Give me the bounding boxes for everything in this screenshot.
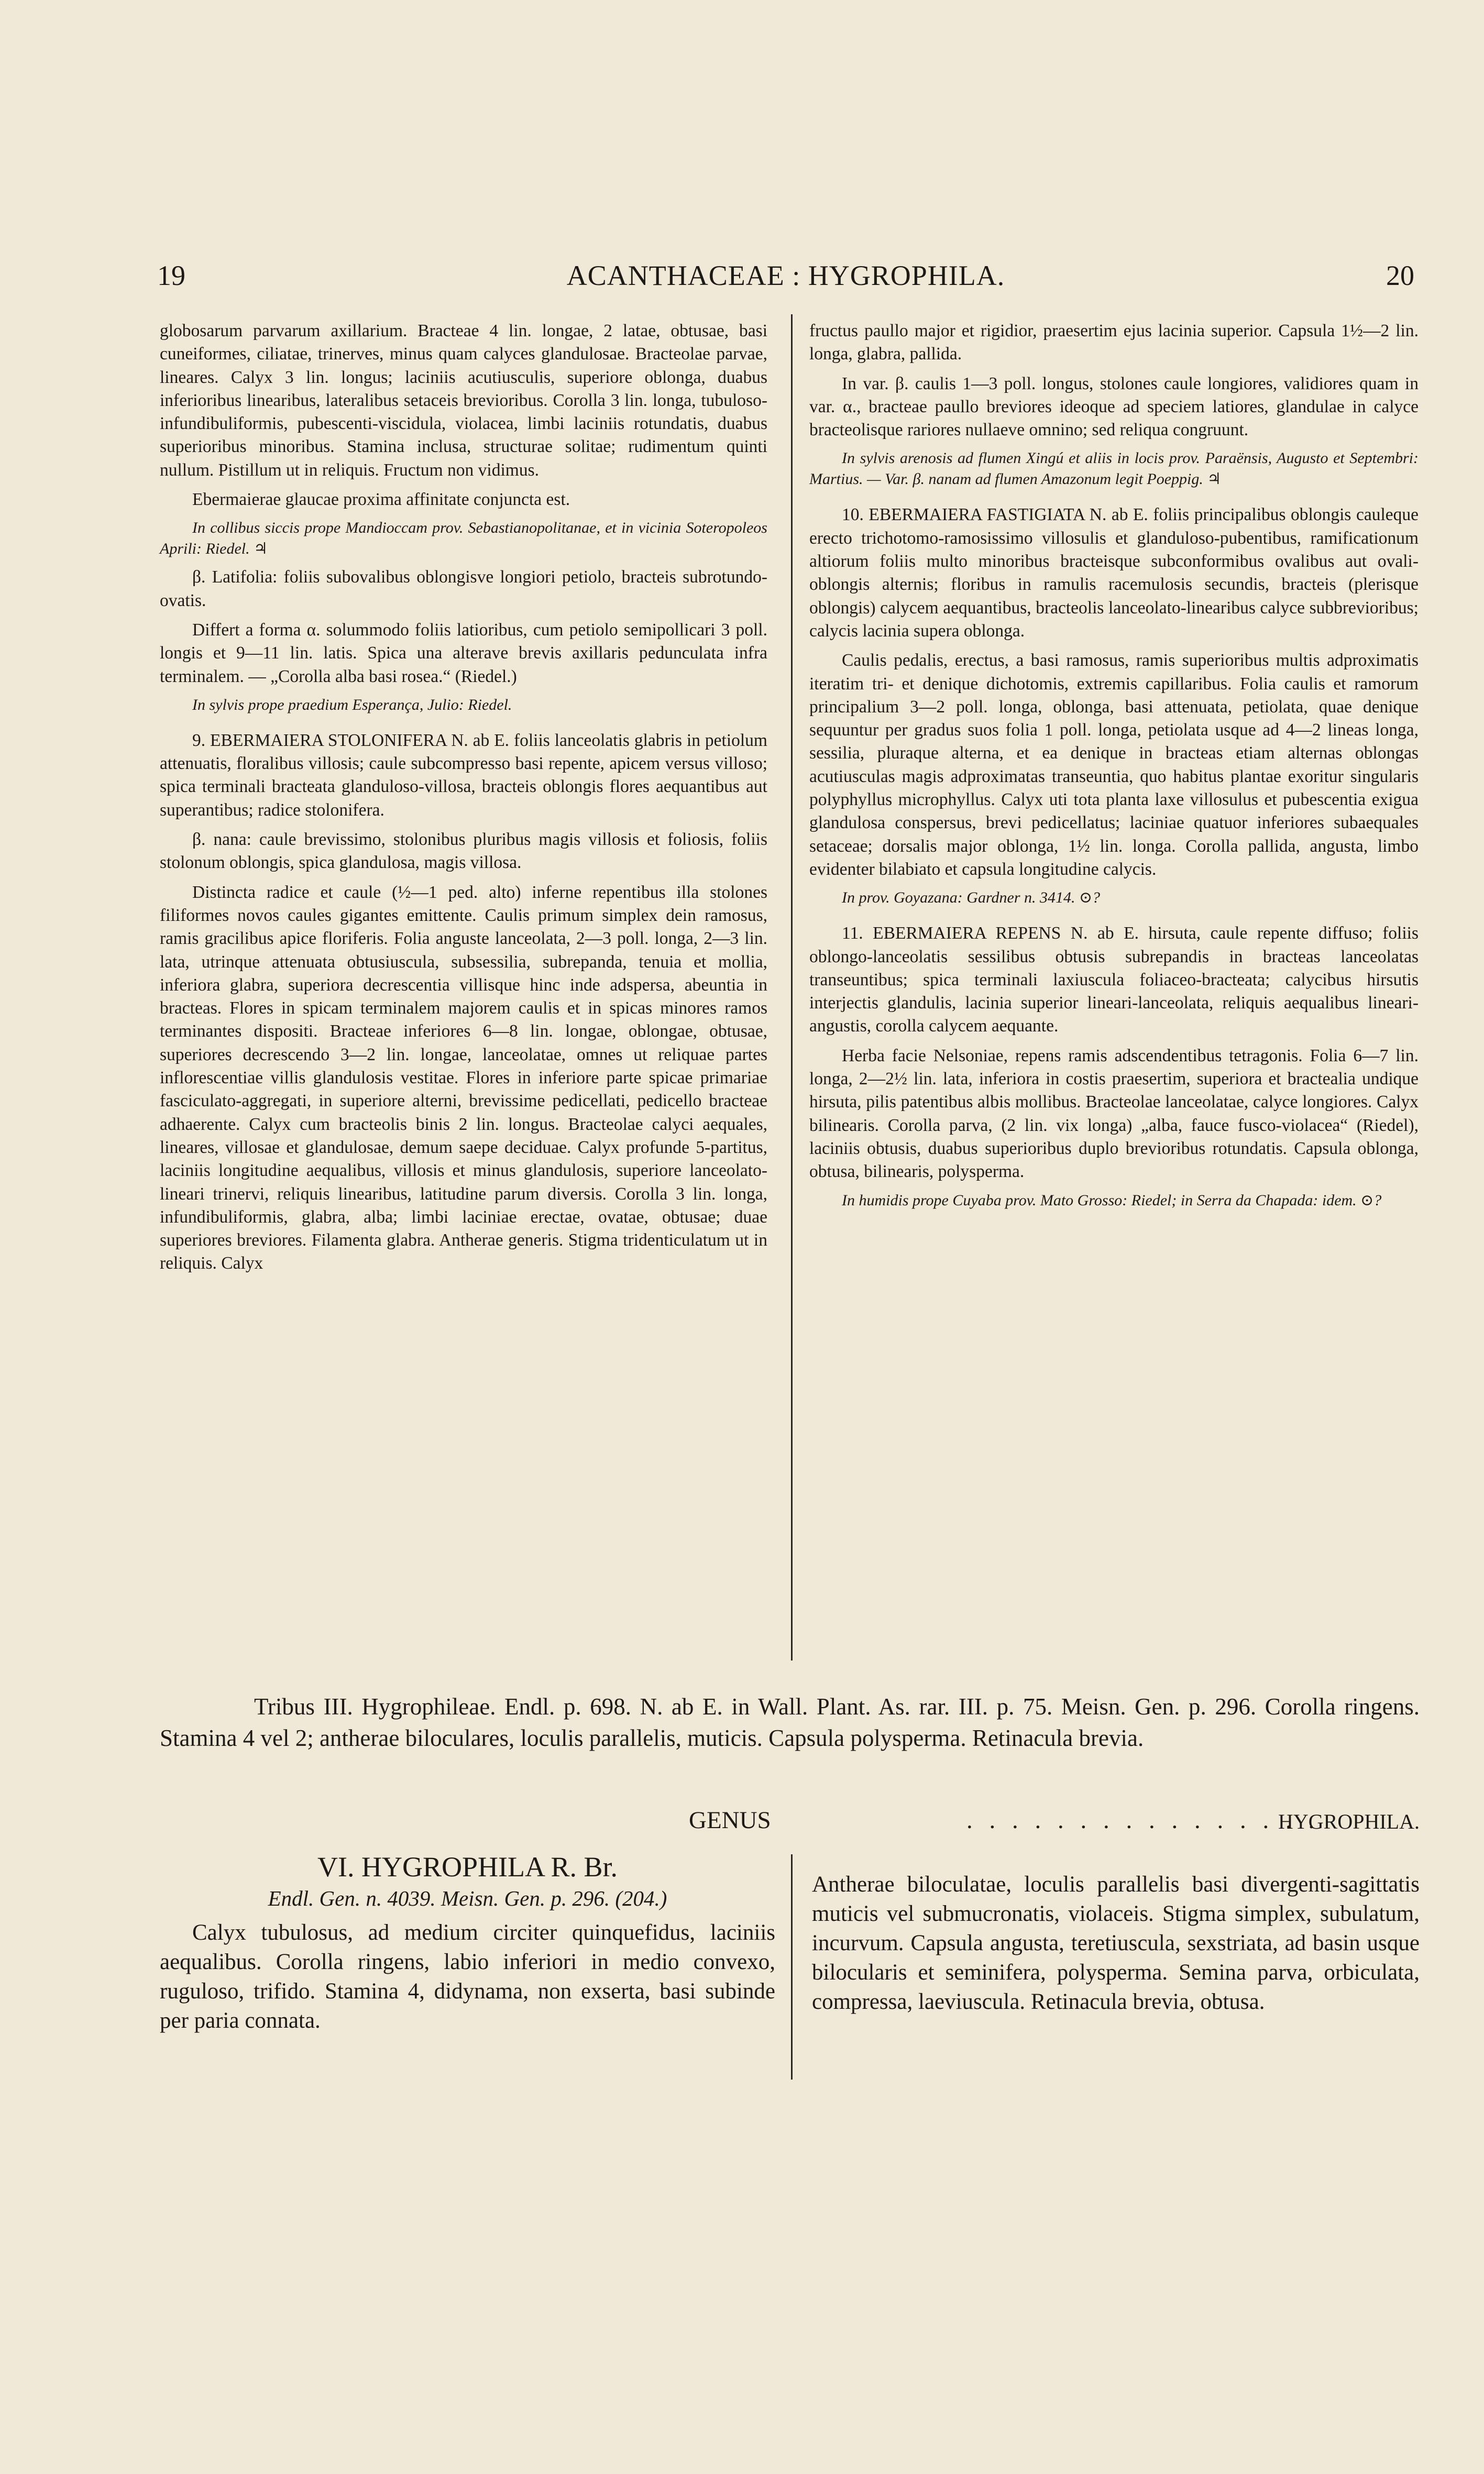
genus-description-right: Antherae biloculatae, loculis parallelis basi divergenti-sagittatis muticis vel submucronatis, violaceis. Stigma simplex, subulatum, incurvum. Capsula angusta, teretiuscula, sexstriata, ad basin usque bilocularis et seminifera, polysperma. Semina parva, orbiculata, compressa, laeviuscula. Retinacula brevia, obtusa. <box>812 1872 1420 2014</box>
species-diagnosis: 9. EBERMAIERA STOLONIFERA N. ab E. foliis lanceolatis glabris in petiolum attenuatis, floralibus villosis; caule subcompresso basi repente, apicem versus villoso; spica terminali bracteata glanduloso-villosa, bracteis oblongis flores aequantibus aut superantibus; radice stolonifera. <box>160 730 767 820</box>
tribus-heading: Tribus III. Hygrophileae. Endl. p. 698. N. ab E. in Wall. Plant. As. rar. III. p. 75. Meisn. Gen. p. 296. Corolla ringens. Stamina 4 vel 2; antherae biloculares, loculis parallelis, muticis. Capsula polysperma. Retinacula brevia. <box>160 1694 1420 1751</box>
running-header <box>157 259 1414 301</box>
locality-note: In humidis prope Cuyaba prov. Mato Grosso: Riedel; in Serra da Chapada: idem. ⊙? <box>842 1191 1382 1209</box>
page-number-left: 19 <box>157 260 185 291</box>
paragraph: Differt a forma α. solummodo foliis latioribus, cum petiolo semipollicari 3 poll. longis et 9—11 lin. latis. Spica una alterave brevis axillaris pedunculata infra terminalem. — „Corolla alba basi rosea.“ (Riedel.) <box>160 620 767 686</box>
genus-description-left: Calyx tubulosus, ad medium circiter quinquefidus, laciniis aequalibus. Corolla ringens, labio inferiori in medio convexo, ruguloso, trifido. Stamina 4, didynama, non exserta, basi subinde per paria connata. <box>160 1920 775 2033</box>
locality-note: In collibus siccis prope Mandioccam prov. Sebastianopolitanae, et in vicinia Soteropoleos Aprili: Riedel. ♃ <box>160 519 767 558</box>
paragraph: fructus paullo major et rigidior, praesertim ejus lacinia superior. Capsula 1½—2 lin. longa, glabra, pallida. <box>809 321 1419 364</box>
species-diagnosis: 10. EBERMAIERA FASTIGIATA N. ab E. foliis principalibus oblongis cauleque erecto trichotomo-ramosissimo villosulis et glanduloso-pubentibus, ramificationum altiorum foliis multo minoribus bracteisque subconformibus ovalibus aut ovali-oblongis alternis; floribus in ramulis racemulosis secundis, bracteis (plerisque oblongis) calycem aequantibus, bracteolis lanceolato-linearibus calyce subbrevioribus; calycis lacinia supera oblonga. <box>809 505 1419 641</box>
page-number-right: 20 <box>1386 260 1414 291</box>
column-divider-lower <box>791 1854 793 2080</box>
genus-title: VI. HYGROPHILA R. Br. <box>317 1851 618 1883</box>
paragraph: Ebermaierae glaucae proxima affinitate conjuncta est. <box>192 490 570 510</box>
species-description: Distincta radice et caule (½—1 ped. alto) inferne repentibus illa stolones filiformes novos caules gigantes emittente. Caulis primum simplex dein ramosus, ramis gracilibus apice floriferis. Folia anguste lanceolata, 2—3 poll. longa, 2—3 lin. lata, utrinque attenuata obtusiuscula, subsessilia, subrepanda, tenuia et mollia, inferiora glabra, superiora decrescentia villisque hinc inde adspersa, abeuntia in bracteas. Flores in spicam terminalem majorem caulis et in spicas minores ramos terminantes dispositi. Bracteae inferiores 6—8 lin. longae, oblongae, obtusae, superiores decrescendo 3—2 lin. longae, lanceolatae, omnes ut reliquae partes inflorescentiae villis glandulosis vestitae. Flores in inferiore parte spicae primariae fasciculato-aggregati, in superiore alterni, brevissime pedicellati, pedicello bracteae adhaerente. Calyx cum bracteolis binis 2 lin. longus. Bracteolae calyci aequales, lineares, villosae et glandulosae, demum saepe deciduae. Calyx profunde 5-partitus, laciniis longitudine aequalibus, villosis et minus glandulosis, superiore lanceolato-lineari trinervi, reliquis linearibus, latitudine parum diversis. Corolla 3 lin. longa, infundibuliformis, glabra, alba; limbi laciniae erectae, ovatae, obtusae; duae superiores breviores. Filamenta glabra. Antherae generis. Stigma tridenticulatum ut in reliquis. Calyx <box>160 882 767 1273</box>
locality-note: In sylvis prope praedium Esperança, Julio: Riedel. <box>192 696 512 713</box>
variety-diagnosis: β. nana: caule brevissimo, stolonibus pluribus magis villosis et foliosis, foliis stolonum oblongis, spica glandulosa, magis villosa. <box>160 830 767 873</box>
variety-diagnosis: β. Latifolia: foliis subovalibus oblongisve longiori petiolo, bracteis subrotundo-ovatis. <box>160 567 767 610</box>
species-description: Caulis pedalis, erectus, a basi ramosus, ramis superioribus multis adproximatis iteratim tri- et denique dichotomis, extremis capillaribus. Folia caulis et ramorum principalium 3—2 poll. longa, oblonga, basi attenuata, petiolata, quae denique sequuntur per gradus suos folia 1 poll. longa, petiolata usque ad 4—2 lineas longa, sessilia, pluraque alterna, et ea denique in bracteas etiam alternas oblongas acutiusculas magis adproximatas transeuntia, quo habitus plantae exoritur singularis polyphyllus microphyllus. Calyx uti tota planta laxe villosulus et pubescentia exigua glandulosa conspersus, brevi pedicellatus; laciniae quatuor inferiores subaequales setaceae; dorsalis major oblonga, 1½ lin. longa. Corolla pallida, angusta, limbo evidenter bilabiato et capsula longitudine calycis. <box>809 651 1419 879</box>
genus-line <box>160 1806 1420 1838</box>
right-column <box>809 320 1419 1217</box>
running-title: ACANTHACEAE : HYGROPHILA. <box>566 260 1005 291</box>
paragraph: globosarum parvarum axillarium. Bracteae 4 lin. longae, 2 latae, obtusae, basi cuneiformes, ciliatae, trinerves, minus quam calyces glandulosae. Bracteolae parvae, lineares. Calyx 3 lin. longus; laciniis acutiusculis, superiore oblonga, duabus inferioribus linearibus, lateralibus setaceis brevioribus. Corolla 3 lin. longa, tubuloso-infundibuliformis, pubescenti-viscidula, violacea, limbi laciniis rotundatis, duabus superioribus minoribus. Stamina inclusa, structurae solitae; rudimentum quinti nullum. Pistillum ut in reliquis. Fructum non vidimus. <box>160 321 767 480</box>
genus-citation: Endl. Gen. n. 4039. Meisn. Gen. p. 296. (204.) <box>268 1886 667 1910</box>
genus-block-left <box>160 1849 775 2036</box>
species-diagnosis: 11. EBERMAIERA REPENS N. ab E. hirsuta, caule repente diffuso; foliis oblongo-lanceolatis sessilibus obtusis subrepandis in bracteas lanceolatas transeuntibus; spica terminali laxiuscula foliaceo-bracteata; calycibus hirsutis interjectis glandulis, lacinia superior lineari-lanceolata, reliquis aequalibus lineari-angustis, corolla calycem aequante. <box>809 923 1419 1036</box>
genus-name: HYGROPHILA. <box>1278 1810 1420 1833</box>
dot-leaders: . . . . . . . . . . . . . . . . <box>966 1807 1320 1834</box>
column-divider <box>791 314 793 1661</box>
locality-note: In sylvis arenosis ad flumen Xingú et aliis in locis prov. Paraënsis, Augusto et Septembri: Martius. — Var. β. nanam ad flumen Amazonum legit Poeppig. ♃ <box>809 449 1419 488</box>
genus-label: GENUS <box>689 1807 771 1834</box>
paragraph: In var. β. caulis 1—3 poll. longus, stolones caule longiores, validiores quam in var. α., bracteae paullo breviores ideoque ad speciem latiores, glandulae in calyce bracteolisque rariores nullaeve omnino; sed reliqua congruunt. <box>809 373 1419 440</box>
locality-note: In prov. Goyazana: Gardner n. 3414. ⊙? <box>842 889 1101 907</box>
left-column <box>160 320 767 1282</box>
species-description: Herba facie Nelsoniae, repens ramis adscendentibus tetragonis. Folia 6—7 lin. longa, 2—2½ lin. lata, inferiora in costis praesertim, superiora et bractealia undique hirsuta, pilis patentibus albis mollibus. Bracteolae lanceolatae, calyce longiores. Calyx bilinearis. Corolla parva, (2 lin. vix longa) „alba, fauce fusco-violacea“ (Riedel), laciniis obtusis, duabus superioribus duplo brevioribus rotundatis. Capsula oblonga, obtusa, bilinearis, polysperma. <box>809 1046 1419 1182</box>
